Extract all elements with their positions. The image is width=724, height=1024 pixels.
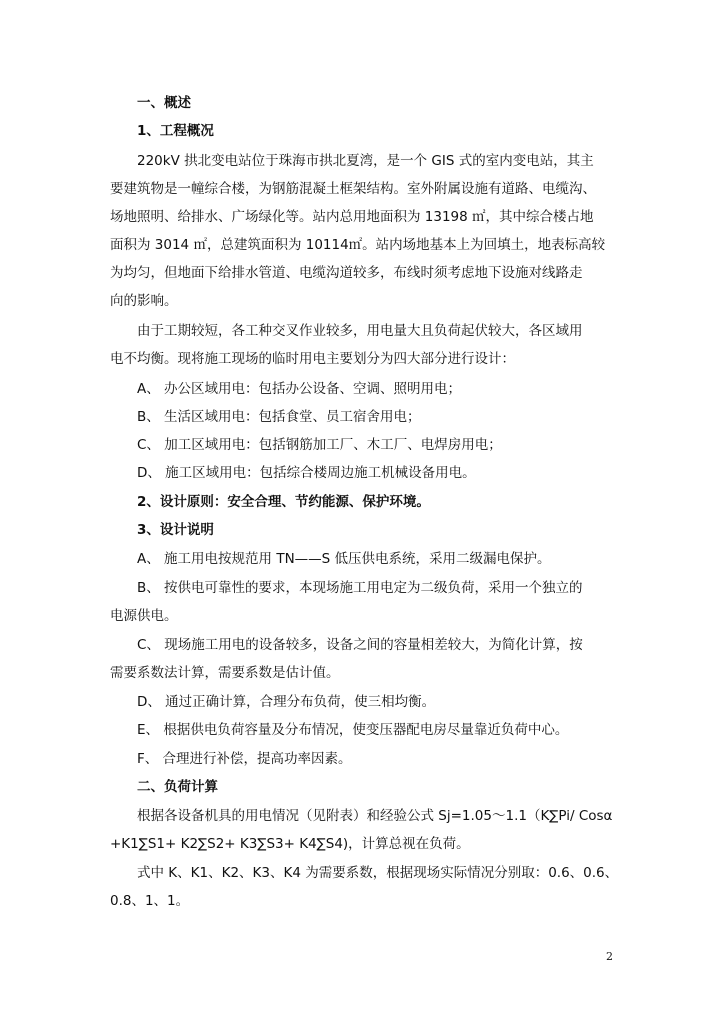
subheading-design-notes: 3、设计说明 [137,522,214,538]
subheading-design-principles: 2、设计原则：安全合理、节约能源、保护环境。 [137,494,430,510]
design-note-c: C、 现场施工用电的设备较多，设备之间的容量相差较大，为简化计算，按 [137,637,583,653]
paragraph-line: 场地照明、给排水、广场绿化等。站内总用地面积为 13198 ㎡，其中综合楼占地 [110,209,594,225]
list-item-zone-b: B、 生活区域用电：包括食堂、员工宿舍用电； [137,409,421,425]
design-note-b-cont: 电源供电。 [110,608,178,624]
paragraph-line: 向的影响。 [110,293,178,309]
paragraph-line: 0.8、1、1。 [110,893,190,909]
section-heading-load-calc: 二、负荷计算 [137,779,218,795]
paragraph-line: 为均匀，但地面下给排水管道、电缆沟道较多，布线时须考虑地下设施对线路走 [110,265,583,281]
paragraph-line: 式中 K、K1、K2、K3、K4 为需要系数，根据现场实际情况分别取：0.6、0.6、 [137,865,619,881]
design-note-a: A、 施工用电按规范用 TN——S 低压供电系统，采用二级漏电保护。 [137,551,551,567]
list-item-zone-a: A、 办公区域用电：包括办公设备、空调、照明用电； [137,381,462,397]
design-note-f: F、 合理进行补偿，提高功率因素。 [137,751,352,767]
section-heading-overview: 一、概述 [137,95,191,111]
design-note-c-cont: 需要系数法计算，需要系数是估计值。 [110,665,340,681]
design-note-b: B、 按供电可靠性的要求，本现场施工用电定为二级负荷，采用一个独立的 [137,580,583,596]
paragraph-line: 由于工期较短，各工种交叉作业较多，用电量大且负荷起伏较大，各区域用 [137,323,583,339]
list-item-zone-d: D、 施工区域用电：包括综合楼周边施工机械设备用电。 [137,465,476,481]
paragraph-line: 220kV 拱北变电站位于珠海市拱北夏湾，是一个 GIS 式的室内变电站，其主 [137,153,594,169]
page-number: 2 [606,950,613,963]
subheading-project-overview: 1、工程概况 [137,123,214,139]
paragraph-line: 根据各设备机具的用电情况（见附表）和经验公式 Sj=1.05～1.1（K∑Pi/ Cosα [137,808,613,824]
design-note-d: D、 通过正确计算，合理分布负荷，使三相均衡。 [137,694,436,710]
list-item-zone-c: C、 加工区域用电：包括钢筋加工厂、木工厂、电焊房用电； [137,437,502,453]
formula-line: +K1∑S1+ K2∑S2+ K3∑S3+ K4∑S4)，计算总视在负荷。 [110,836,470,852]
design-note-e: E、 根据供电负荷容量及分布情况，使变压器配电房尽量靠近负荷中心。 [137,722,569,738]
paragraph-line: 电不均衡。现将施工现场的临时用电主要划分为四大部分进行设计： [110,351,515,367]
paragraph-line: 面积为 3014 ㎡，总建筑面积为 10114㎡。站内场地基本上为回填土，地表标高较 [110,237,606,253]
paragraph-line: 要建筑物是一幢综合楼，为钢筋混凝土框架结构。室外附属设施有道路、电缆沟、 [110,181,596,197]
